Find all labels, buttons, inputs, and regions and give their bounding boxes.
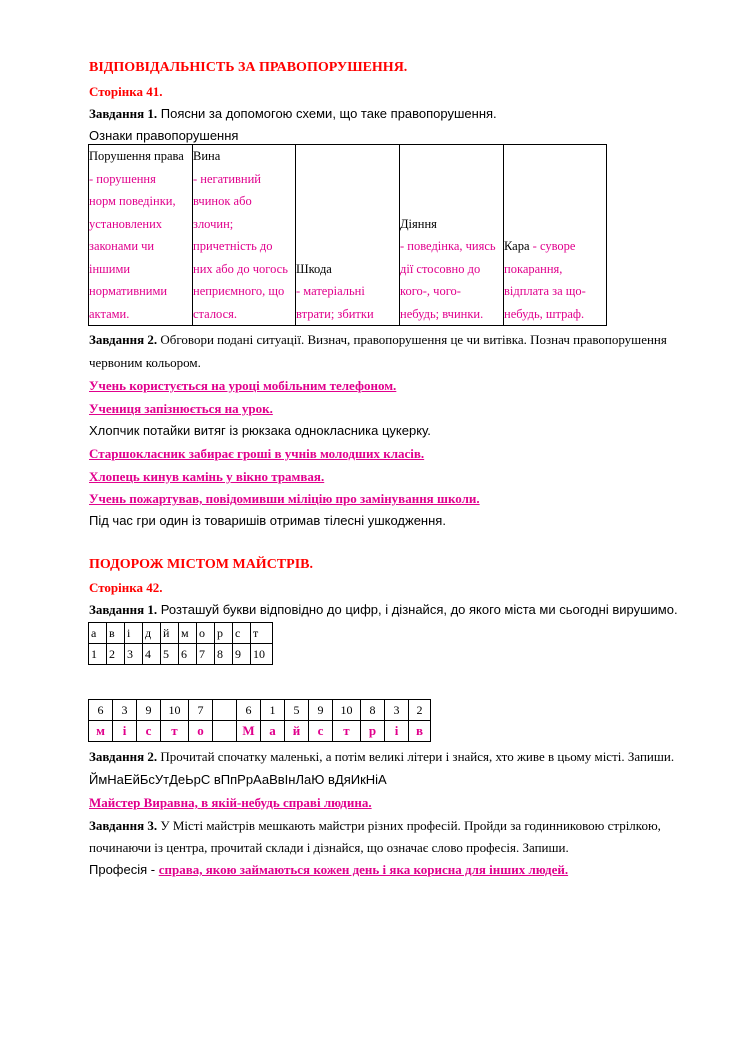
section2-page-ref: Сторінка 42. xyxy=(89,580,163,595)
scheme-line: втрати; збитки xyxy=(296,306,374,321)
scheme-column-punishment xyxy=(504,145,607,326)
scheme-line: Вина xyxy=(193,149,221,163)
scheme-line: іншими xyxy=(89,261,131,276)
profession-prefix: Професія - xyxy=(89,862,159,877)
key-number-cell: 8 xyxy=(215,644,233,665)
cipher-letter-cell: т xyxy=(333,721,361,742)
scheme-line: них або до чогось xyxy=(193,261,288,276)
scheme-line: вчинок або xyxy=(193,194,252,208)
task-label: Завдання 3. xyxy=(89,818,158,833)
task2-answer: Майстер Виравна, в якій-небудь справі людина. xyxy=(89,795,372,810)
scheme-line: кого-, чого- xyxy=(400,284,461,298)
cipher-letter-cell: м xyxy=(89,721,113,742)
situation-5: Хлопець кинув камінь у вікно трамвая. xyxy=(89,469,325,484)
key-letter-cell: й xyxy=(161,623,179,644)
offense-scheme-table xyxy=(88,144,607,326)
section1-title: ВІДПОВІДАЛЬНІСТЬ ЗА ПРАВОПОРУШЕННЯ. xyxy=(89,60,408,75)
scheme-line: небудь; вчинки. xyxy=(400,306,484,321)
scheme-line: Порушення права xyxy=(89,149,184,163)
scheme-line: - поведінка, чиясь xyxy=(400,239,496,253)
scheme-line: Діяння xyxy=(400,216,437,231)
key-number-cell: 7 xyxy=(197,644,215,665)
cipher-number-cell: 2 xyxy=(409,700,431,721)
key-number-cell: 2 xyxy=(107,644,125,665)
scheme-line: норм поведінки, xyxy=(89,194,176,208)
cipher-number-cell xyxy=(213,700,237,721)
section1-page-ref: Сторінка 41. xyxy=(89,84,163,99)
key-letter-cell: т xyxy=(251,623,273,644)
task-text: Обговори подані ситуації. Визнач, правопорушення це чи витівка. Познач правопорушення xyxy=(157,332,667,347)
task-label: Завдання 2. xyxy=(89,332,158,347)
scheme-line xyxy=(296,145,399,168)
scheme-line xyxy=(504,190,606,213)
scheme-line: - матеріальні xyxy=(296,284,365,298)
cipher-letter-cell: р xyxy=(361,721,385,742)
section1-task1 xyxy=(89,106,497,122)
cipher-letter-cell: о xyxy=(189,721,213,742)
key-letter-cell: р xyxy=(215,623,233,644)
task-text: У Місті майстрів мешкають майстри різних професій. Пройди за годинниковою стрілкою, xyxy=(157,818,661,833)
scheme-line xyxy=(504,145,606,168)
key-number-cell: 10 xyxy=(251,644,273,665)
key-number-cell: 5 xyxy=(161,644,179,665)
scheme-line: Шкода xyxy=(296,261,332,276)
scheme-line: законами чи xyxy=(89,239,155,253)
scheme-column-harm xyxy=(296,145,400,326)
scheme-column-violation xyxy=(89,145,193,326)
situation-4: Старшокласник забирає гроші в учнів молодших класів. xyxy=(89,446,425,461)
cipher-number-cell: 8 xyxy=(361,700,385,721)
section2-task1 xyxy=(89,602,678,618)
key-letter-cell: в xyxy=(107,623,125,644)
situation-3: Хлопчик потайки витяг із рюкзака однокласника цукерку. xyxy=(89,423,431,438)
cipher-number-cell: 10 xyxy=(161,700,189,721)
cipher-number-cell: 6 xyxy=(89,700,113,721)
cipher-number-cell: 9 xyxy=(137,700,161,721)
scheme-line xyxy=(296,213,399,236)
cipher-letter-cell: і xyxy=(113,721,137,742)
task-text: Поясни за допомогою схеми, що таке правопорушення. xyxy=(157,106,497,121)
situation-2: Учениця запізнюється на урок. xyxy=(89,401,273,416)
scheme-line xyxy=(296,168,399,191)
cipher-answer-table xyxy=(88,699,431,742)
cipher-number-cell: 3 xyxy=(385,700,409,721)
scheme-line: відплата за що- xyxy=(504,284,586,298)
scheme-line: злочин; xyxy=(193,216,234,231)
cipher-letter-cell: с xyxy=(309,721,333,742)
cipher-letter-cell xyxy=(213,721,237,742)
scheme-line: причетність до xyxy=(193,239,273,253)
scheme-title: Ознаки правопорушення xyxy=(89,128,239,143)
scheme-column-act xyxy=(400,145,504,326)
cipher-number-cell: 1 xyxy=(261,700,285,721)
scheme-heading: Кара xyxy=(504,239,530,253)
scheme-column-guilt xyxy=(193,145,296,326)
key-number-cell: 1 xyxy=(89,644,107,665)
scheme-line xyxy=(504,168,606,191)
cipher-letter-cell: й xyxy=(285,721,309,742)
scheme-definition: - суворе xyxy=(529,239,576,253)
scheme-line xyxy=(504,235,606,258)
section1-task2-line2: червоним кольором. xyxy=(89,355,201,370)
scheme-line xyxy=(296,235,399,258)
task-label: Завдання 1. xyxy=(89,106,158,121)
mixed-letters: ЙмНаЕйБсУтДеЬрС вПпРрАаВвІнЛаЮ вДяИкНіА xyxy=(89,772,387,787)
cipher-letter-cell: а xyxy=(261,721,285,742)
scheme-line: нормативними xyxy=(89,284,168,298)
task-label: Завдання 1. xyxy=(89,602,158,617)
scheme-line xyxy=(400,190,503,213)
key-letter-cell: а xyxy=(89,623,107,644)
scheme-line xyxy=(296,190,399,213)
key-letter-cell: д xyxy=(143,623,161,644)
section1-task2 xyxy=(89,332,667,348)
scheme-line: покарання, xyxy=(504,261,563,276)
scheme-line xyxy=(504,213,606,236)
cipher-number-cell: 9 xyxy=(309,700,333,721)
scheme-line xyxy=(400,168,503,191)
task3-answer-line xyxy=(89,862,568,878)
scheme-line xyxy=(400,145,503,168)
cipher-letter-cell: с xyxy=(137,721,161,742)
key-letter-cell: с xyxy=(233,623,251,644)
cipher-letter-cell: і xyxy=(385,721,409,742)
scheme-line: актами. xyxy=(89,306,130,321)
scheme-line: сталося. xyxy=(193,306,238,321)
cipher-number-cell: 10 xyxy=(333,700,361,721)
situation-1: Учень користується на уроці мобільним телефоном. xyxy=(89,378,397,393)
cipher-letter-cell: в xyxy=(409,721,431,742)
section2-task3-line2: починаючи із центра, прочитай склади і дізнайся, що означає слово професія. Запиши. xyxy=(89,840,569,855)
situation-7: Під час гри один із товаришів отримав тілесні ушкодження. xyxy=(89,513,446,528)
scheme-line: небудь, штраф. xyxy=(504,306,585,321)
key-letter-cell: о xyxy=(197,623,215,644)
cipher-number-cell: 5 xyxy=(285,700,309,721)
key-letter-cell: м xyxy=(179,623,197,644)
key-number-cell: 9 xyxy=(233,644,251,665)
situation-6: Учень пожартував, повідомивши міліцію про замінування школи. xyxy=(89,491,480,506)
section2-task2 xyxy=(89,749,674,765)
key-number-cell: 4 xyxy=(143,644,161,665)
section2-task3 xyxy=(89,818,661,834)
task-text: Розташуй букви відповідно до цифр, і дізнайся, до якого міста ми сьогодні вирушимо. xyxy=(157,602,678,617)
section2-title: ПОДОРОЖ МІСТОМ МАЙСТРІВ. xyxy=(89,557,313,572)
scheme-line: установлених xyxy=(89,216,163,231)
cipher-number-cell: 7 xyxy=(189,700,213,721)
cipher-number-cell: 6 xyxy=(237,700,261,721)
key-letter-cell: і xyxy=(125,623,143,644)
scheme-line: дії стосовно до xyxy=(400,261,481,276)
key-number-cell: 3 xyxy=(125,644,143,665)
cipher-letter-cell: т xyxy=(161,721,189,742)
cipher-key-table xyxy=(88,622,273,665)
key-number-cell: 6 xyxy=(179,644,197,665)
cipher-letter-cell: М xyxy=(237,721,261,742)
scheme-line: неприємного, що xyxy=(193,284,285,298)
profession-answer: справа, якою займаються кожен день і яка корисна для інших людей. xyxy=(158,862,569,877)
task-text: Прочитай спочатку маленькі, а потім великі літери і знайся, хто живе в цьому місті. Запиши. xyxy=(157,749,675,764)
cipher-number-cell: 3 xyxy=(113,700,137,721)
scheme-line: - негативний xyxy=(193,171,261,186)
scheme-line: - порушення xyxy=(89,171,156,186)
task-label: Завдання 2. xyxy=(89,749,158,764)
